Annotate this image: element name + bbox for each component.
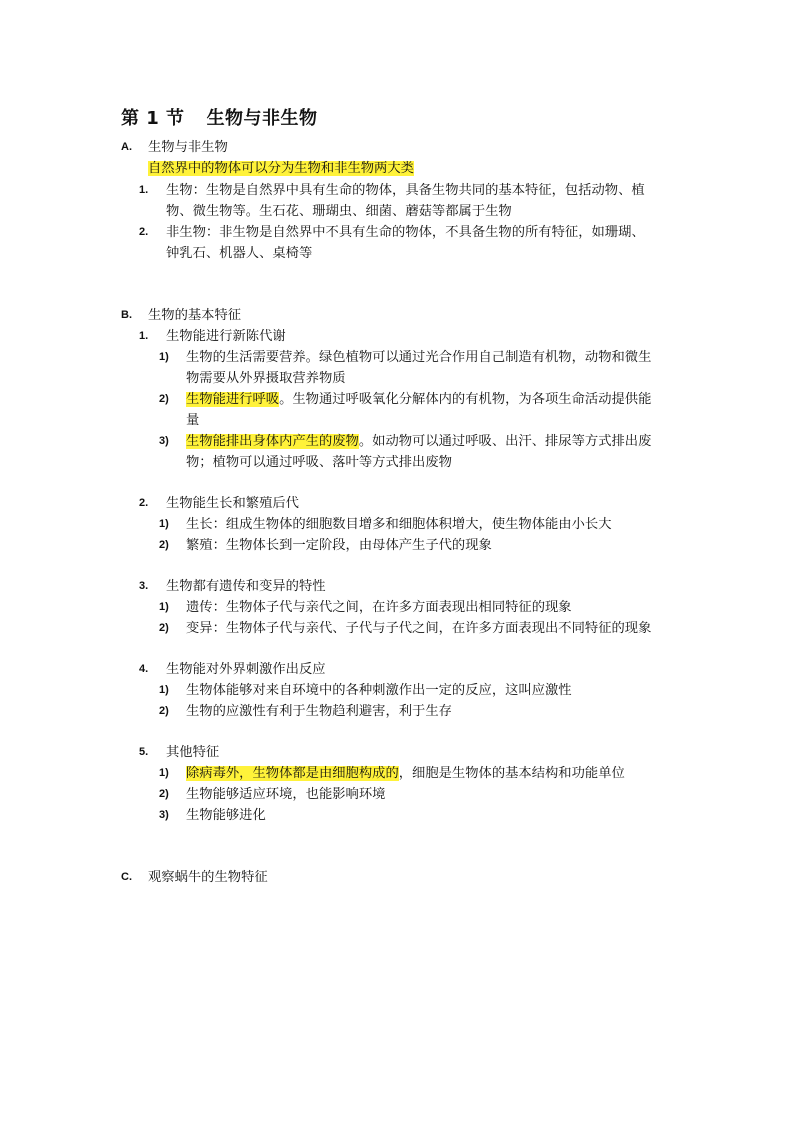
b-group-4-marker: 4.	[139, 663, 149, 675]
b5-item-2-marker: 2)	[159, 788, 169, 800]
a-item-2-line-2: 钟乳石、机器人、桌椅等	[166, 246, 313, 261]
b5-item-3-text: 生物能够进化	[186, 808, 266, 823]
b5-item-1-marker: 1)	[159, 767, 169, 779]
b-group-5-marker: 5.	[139, 746, 149, 758]
b1-item-3-line-2: 物；植物可以通过呼吸、落叶等方式排出废物	[186, 455, 452, 470]
section-b-heading: 生物的基本特征	[148, 308, 242, 323]
a-item-2-marker: 2.	[139, 226, 149, 238]
section-number: 第 1 节	[121, 108, 185, 129]
b5-item-1-highlight: 除病毒外，生物体都是由细胞构成的	[186, 766, 399, 781]
b1-item-2-highlight: 生物能进行呼吸	[186, 392, 280, 407]
section-b-marker: B.	[121, 309, 132, 321]
b1-item-2-line-1: 生物能进行呼吸。生物通过呼吸氧化分解体内的有机物，为各项生命活动提供能	[186, 392, 652, 407]
section-c-marker: C.	[121, 871, 132, 883]
b1-item-2-marker: 2)	[159, 393, 169, 405]
b-group-3-marker: 3.	[139, 580, 149, 592]
a-item-2-line-1: 非生物：非生物是自然界中不具有生命的物体，不具备生物的所有特征，如珊瑚、	[166, 225, 645, 240]
b5-item-2-text: 生物能够适应环境，也能影响环境	[186, 787, 386, 802]
a-item-1-line-2: 物、微生物等。生石花、珊瑚虫、细菌、蘑菇等都属于生物	[166, 204, 512, 219]
b5-item-3-marker: 3)	[159, 809, 169, 821]
section-c-heading: 观察蜗牛的生物特征	[148, 870, 268, 885]
section-a-intro: 自然界中的物体可以分为生物和非生物两大类	[148, 161, 414, 176]
section-a-marker: A.	[121, 141, 132, 153]
b1-item-1-line-1: 生物的生活需要营养。绿色植物可以通过光合作用自己制造有机物，动物和微生	[186, 350, 652, 365]
a-item-1-marker: 1.	[139, 184, 149, 196]
b-group-2-marker: 2.	[139, 497, 149, 509]
b-group-4-heading: 生物能对外界刺激作出反应	[166, 662, 326, 677]
b2-item-2-marker: 2)	[159, 539, 169, 551]
b3-item-2-text: 变异：生物体子代与亲代、子代与子代之间，在许多方面表现出不同特征的现象	[186, 621, 652, 636]
b-group-2-heading: 生物能生长和繁殖后代	[166, 496, 299, 511]
section-a-heading: 生物与非生物	[148, 140, 228, 155]
b-group-3-heading: 生物都有遗传和变异的特性	[166, 579, 326, 594]
b4-item-1-marker: 1)	[159, 684, 169, 696]
b3-item-1-marker: 1)	[159, 601, 169, 613]
section-title-text: 生物与非生物	[206, 108, 318, 129]
b1-item-1-marker: 1)	[159, 351, 169, 363]
b2-item-1-text: 生长：组成生物体的细胞数目增多和细胞体积增大，使生物体能由小长大	[186, 517, 612, 532]
section-title	[121, 104, 318, 130]
b1-item-2-line-2: 量	[186, 413, 200, 428]
b3-item-2-marker: 2)	[159, 622, 169, 634]
a-item-1-line-1: 生物：生物是自然界中具有生命的物体，具备生物共同的基本特征，包括动物、植	[166, 183, 645, 198]
b1-item-3-highlight: 生物能排出身体内产生的废物	[186, 434, 359, 449]
b1-item-1-line-2: 物需要从外界摄取营养物质	[186, 371, 346, 386]
b2-item-2-text: 繁殖：生物体长到一定阶段，由母体产生子代的现象	[186, 538, 492, 553]
b-group-5-heading: 其他特征	[166, 745, 220, 760]
b1-item-3-line-1: 生物能排出身体内产生的废物。如动物可以通过呼吸、出汗、排尿等方式排出废	[186, 434, 652, 449]
b4-item-2-marker: 2)	[159, 705, 169, 717]
b1-item-3-marker: 3)	[159, 435, 169, 447]
b-group-1-heading: 生物能进行新陈代谢	[166, 329, 286, 344]
b5-item-1-text: 除病毒外，生物体都是由细胞构成的，细胞是生物体的基本结构和功能单位	[186, 766, 625, 781]
b4-item-1-text: 生物体能够对来自环境中的各种刺激作出一定的反应，这叫应激性	[186, 683, 572, 698]
b-group-1-marker: 1.	[139, 330, 149, 342]
b3-item-1-text: 遗传：生物体子代与亲代之间，在许多方面表现出相同特征的现象	[186, 600, 572, 615]
b2-item-1-marker: 1)	[159, 518, 169, 530]
b4-item-2-text: 生物的应激性有利于生物趋利避害，利于生存	[186, 704, 452, 719]
